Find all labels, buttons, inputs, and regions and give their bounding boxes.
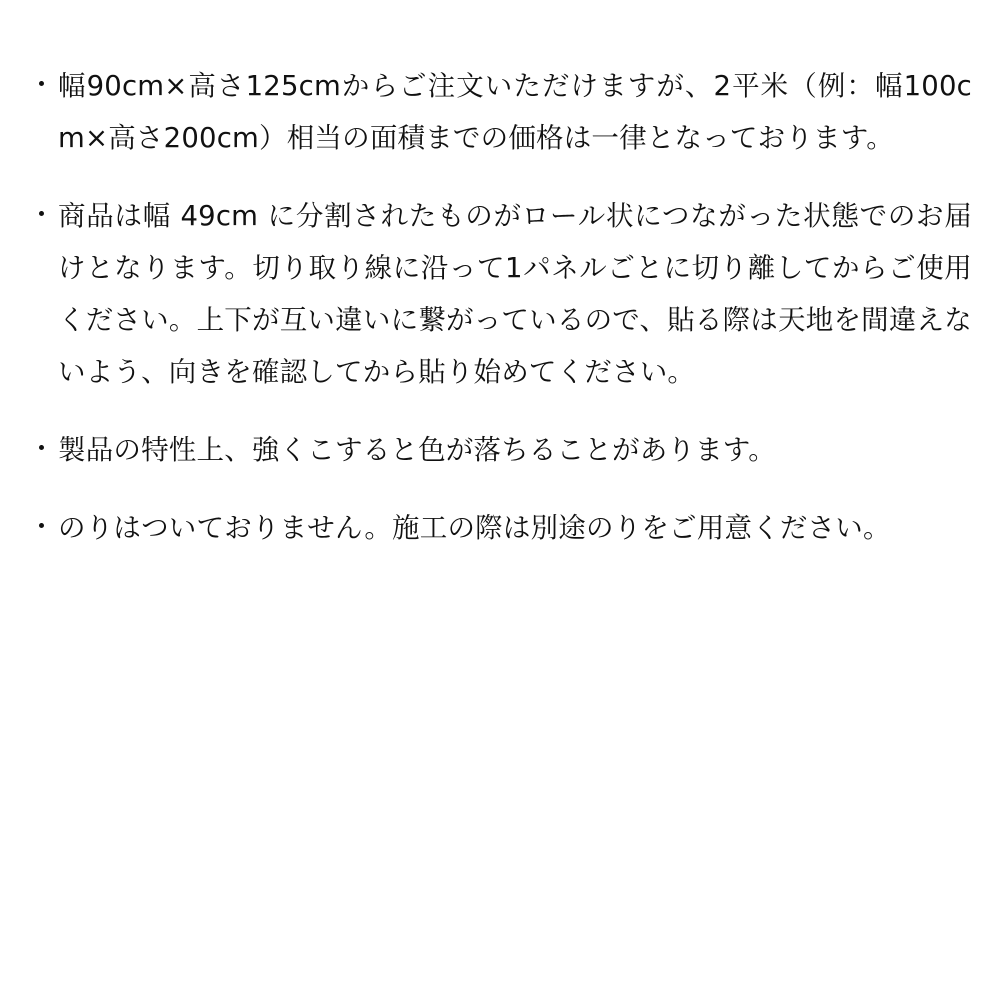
list-item <box>28 502 972 554</box>
note-no-glue-text: のりはついておりません。施工の際は別途のりをご用意ください。 <box>58 512 891 544</box>
notes-list <box>28 60 972 554</box>
bullet-icon: ・ <box>28 512 55 543</box>
bullet-icon: ・ <box>28 434 55 465</box>
bullet-icon: ・ <box>28 70 55 101</box>
list-item <box>28 424 972 476</box>
list-item <box>28 60 972 164</box>
list-item <box>28 190 972 398</box>
bullet-icon: ・ <box>28 200 55 231</box>
note-color-rub-text: 製品の特性上、強くこすると色が落ちることがあります。 <box>58 434 776 466</box>
note-roll-panels-text: 商品は幅 49cm に分割されたものがロール状につながった状態でのお届けとなります。切り取り線に沿って1パネルごとに切り離してからご使用ください。上下が互い違いに繋がっているので、貼る際は天地を間違えないよう、向きを確認してから貼り始めてください。 <box>58 200 972 388</box>
note-order-size-text: 幅90cm×高さ125cmからご注文いただけますが、2平米（例：幅100cm×高さ200cm）相当の面積までの価格は一律となっております。 <box>58 70 972 154</box>
